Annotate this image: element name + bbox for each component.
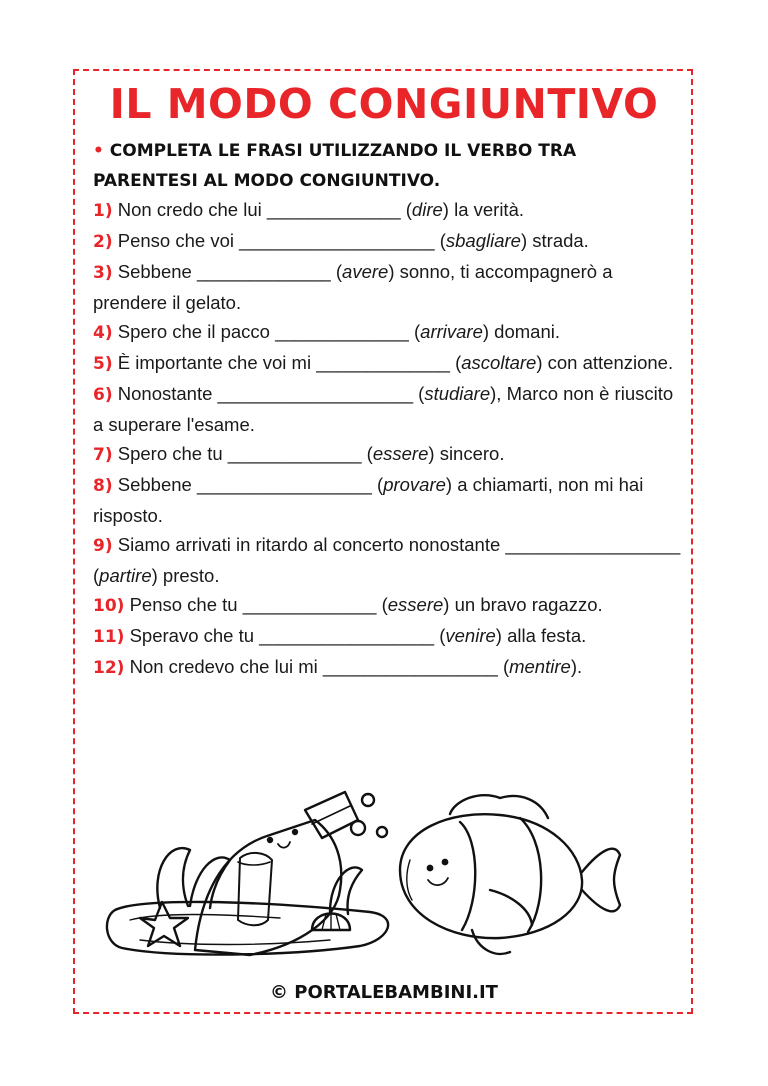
exercise-text-before: Speravo che tu _________________ ( — [129, 625, 446, 646]
exercise-text-after: ) con attenzione. — [536, 352, 674, 373]
exercise-verb: studiare — [424, 383, 491, 404]
exercise-number: 1) — [93, 201, 113, 221]
exercise-verb: dire — [411, 199, 443, 220]
exercise-number: 9) — [93, 536, 113, 556]
exercise-number: 8) — [93, 476, 113, 496]
exercise-number: 10) — [93, 596, 125, 616]
exercise-text-before: Non credo che lui _____________ ( — [117, 199, 412, 220]
exercise-item — [93, 317, 683, 348]
exercise-verb: arrivare — [420, 321, 483, 342]
exercise-text-before: Siamo arrivati in ritardo al concerto nonostante _________________ ( — [93, 534, 681, 586]
exercise-item — [93, 621, 683, 652]
exercise-verb: partire — [99, 565, 152, 586]
exercise-item — [93, 226, 683, 257]
exercise-text-before: È importante che voi mi _____________ ( — [117, 352, 462, 373]
exercise-item — [93, 470, 683, 530]
instruction-bullet: • — [93, 141, 104, 161]
exercise-number: 12) — [93, 658, 125, 678]
exercise-list — [93, 195, 683, 683]
exercise-verb: ascoltare — [461, 352, 537, 373]
exercise-text-before: Penso che voi ___________________ ( — [117, 230, 446, 251]
instruction-text: COMPLETA LE FRASI UTILIZZANDO IL VERBO TRA PARENTESI AL MODO CONGIUNTIVO. — [93, 141, 577, 191]
exercise-verb: avere — [342, 261, 389, 282]
exercise-text-before: Nonostante ___________________ ( — [117, 383, 425, 404]
exercise-number: 7) — [93, 445, 113, 465]
exercise-text-before: Sebbene _________________ ( — [117, 474, 384, 495]
exercise-text-before: Spero che il pacco _____________ ( — [117, 321, 421, 342]
exercise-item — [93, 590, 683, 621]
exercise-text-before: Sebbene _____________ ( — [117, 261, 343, 282]
exercise-text-before: Spero che tu _____________ ( — [117, 443, 373, 464]
exercise-text-after: ) presto. — [151, 565, 220, 586]
exercise-item — [93, 530, 683, 590]
exercise-item — [93, 652, 683, 683]
exercise-text-after: ) domani. — [482, 321, 560, 342]
exercise-verb: sbagliare — [445, 230, 521, 251]
exercise-text-after: ) la verità. — [442, 199, 524, 220]
exercise-text-after: ) sonno, ti accompagnerò a prendere il gelato. — [93, 261, 613, 313]
exercise-text-after: ) sincero. — [428, 443, 505, 464]
page-title: IL MODO CONGIUNTIVO — [109, 80, 659, 128]
exercise-item — [93, 439, 683, 470]
exercise-verb: essere — [387, 594, 444, 615]
exercise-verb: venire — [445, 625, 496, 646]
exercise-number: 5) — [93, 354, 113, 374]
exercise-verb: provare — [383, 474, 446, 495]
exercise-text-after: ) a chiamarti, non mi hai risposto. — [93, 474, 644, 526]
bottle-with-message-icon — [107, 792, 388, 955]
exercise-number: 3) — [93, 263, 113, 283]
exercise-item — [93, 379, 683, 439]
instruction — [93, 136, 683, 196]
illustration — [100, 780, 660, 980]
exercise-verb: mentire — [509, 656, 571, 677]
clownfish-icon — [400, 795, 620, 954]
exercise-text-before: Penso che tu _____________ ( — [129, 594, 388, 615]
exercise-number: 4) — [93, 323, 113, 343]
exercise-text-after: ), Marco non è riuscito a superare l'esame. — [93, 383, 674, 435]
exercise-text-before: Non credevo che lui mi _________________ ( — [129, 656, 510, 677]
exercise-item — [93, 348, 683, 379]
exercise-text-after: ) strada. — [520, 230, 589, 251]
exercise-number: 11) — [93, 627, 125, 647]
exercise-verb: essere — [372, 443, 429, 464]
exercise-item — [93, 195, 683, 226]
exercise-item — [93, 257, 683, 317]
exercise-number: 2) — [93, 232, 113, 252]
exercise-text-after: ). — [570, 656, 583, 677]
exercise-text-after: ) un bravo ragazzo. — [443, 594, 603, 615]
exercise-number: 6) — [93, 385, 113, 405]
footer-copyright: © PORTALEBAMBINI.IT — [270, 982, 498, 1003]
exercise-text-after: ) alla festa. — [495, 625, 587, 646]
